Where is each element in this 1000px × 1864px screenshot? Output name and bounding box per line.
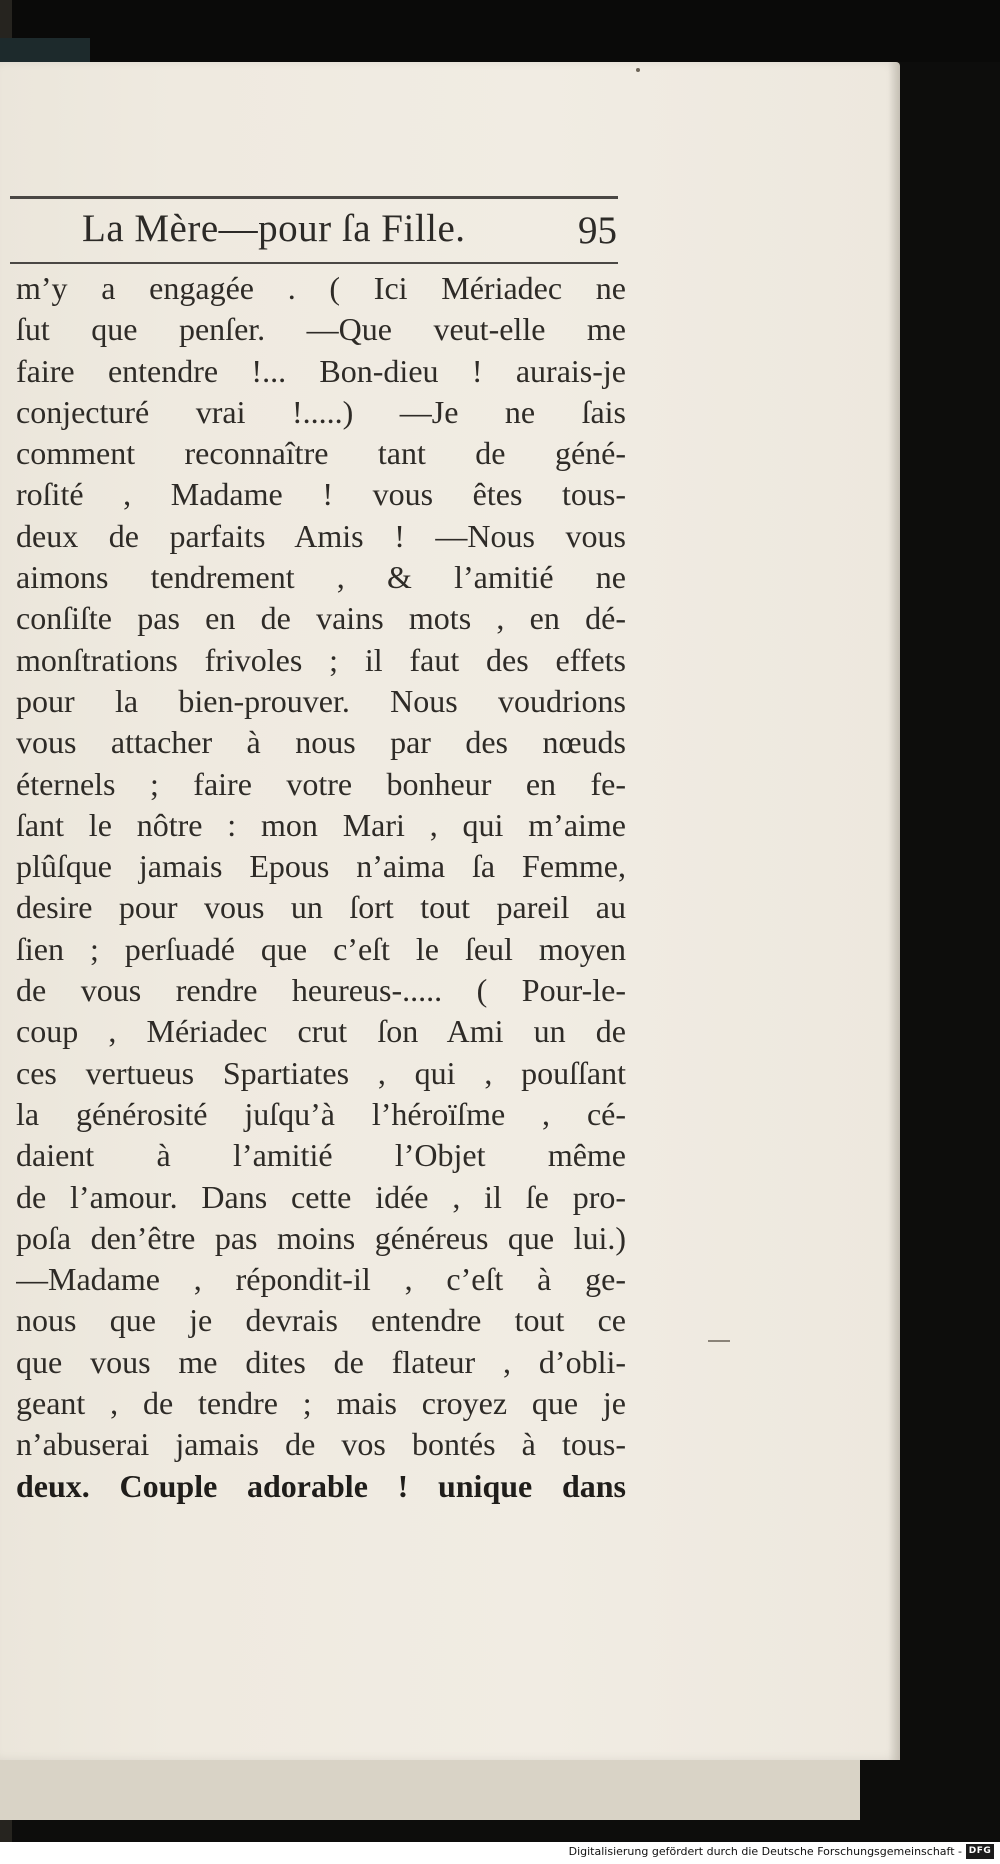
text-line: de vous rendre heureus-..... ( Pour-le- xyxy=(16,972,626,1009)
text-line: monſtrations frivoles ; il faut des effets xyxy=(16,641,626,678)
text-line: m’y a engagée . ( Ici Mériadec ne xyxy=(16,270,626,306)
text-line: conjecturé vrai !.....) —Je ne ſais xyxy=(16,393,626,430)
text-line: roſité , Madame ! vous êtes tous- xyxy=(16,476,626,513)
text-line: deux de parfaits Amis ! —Nous vous xyxy=(16,517,626,554)
text-line: conſiſte pas en de vains mots , en dé- xyxy=(16,600,626,637)
text-line: ces vertueus Spartiates , qui , pouſſant xyxy=(16,1054,626,1091)
text-line: geant , de tendre ; mais croyez que je xyxy=(16,1385,626,1422)
text-line: ſut que penſer. —Que veut-elle me xyxy=(16,311,626,348)
text-line: aimons tendrement , & l’amitié ne xyxy=(16,559,626,596)
text-line: faire entendre !... Bon-dieu ! aurais-je xyxy=(16,352,626,389)
text-line: la générosité juſqu’à l’héroïſme , cé- xyxy=(16,1095,626,1132)
page-number: 95 xyxy=(578,209,617,252)
digitization-credit: Digitalisierung gefördert durch die Deutsche Forschungsgemeinschaft - xyxy=(568,1845,962,1858)
page-lower-edge xyxy=(0,1760,860,1820)
header-rule-bottom xyxy=(10,262,618,264)
text-line: que vous me dites de flateur , d’obli- xyxy=(16,1343,626,1380)
scan-background-top xyxy=(0,0,1000,62)
page-blemish xyxy=(636,68,640,72)
dfg-logo: DFG xyxy=(966,1844,994,1859)
text-line: ſien ; perſuadé que c’eſt le ſeul moyen xyxy=(16,930,626,967)
text-line: —Madame , répondit-il , c’eſt à ge- xyxy=(16,1261,626,1298)
header-rule-top xyxy=(10,196,618,199)
text-line-last: deux. Couple adorable ! unique dans xyxy=(16,1467,626,1504)
text-line: daient à l’amitié l’Objet même xyxy=(16,1137,626,1174)
text-line: desire pour vous un ſort tout pareil au xyxy=(16,889,626,926)
margin-mark xyxy=(708,1340,730,1342)
body-text xyxy=(16,268,626,1507)
running-head: La Mère—pour ſa Fille. xyxy=(82,207,466,250)
text-line: comment reconnaître tant de géné- xyxy=(16,435,626,472)
text-line: pour la bien-prouver. Nous voudrions xyxy=(16,682,626,719)
text-line: n’abuserai jamais de vos bontés à tous- xyxy=(16,1426,626,1463)
text-line: nous que je devrais entendre tout ce xyxy=(16,1302,626,1339)
text-line: de l’amour. Dans cette idée , il ſe pro- xyxy=(16,1178,626,1215)
text-line: poſa den’être pas moins généreus que lui.) xyxy=(16,1219,626,1256)
text-line: coup , Mériadec crut ſon Ami un de xyxy=(16,1013,626,1050)
text-line: ſant le nôtre : mon Mari , qui m’aime xyxy=(16,806,626,843)
text-line: éternels ; faire votre bonheur en fe- xyxy=(16,765,626,802)
text-line: vous attacher à nous par des nœuds xyxy=(16,724,626,761)
text-line: plûſque jamais Epous n’aima ſa Femme, xyxy=(16,848,626,885)
